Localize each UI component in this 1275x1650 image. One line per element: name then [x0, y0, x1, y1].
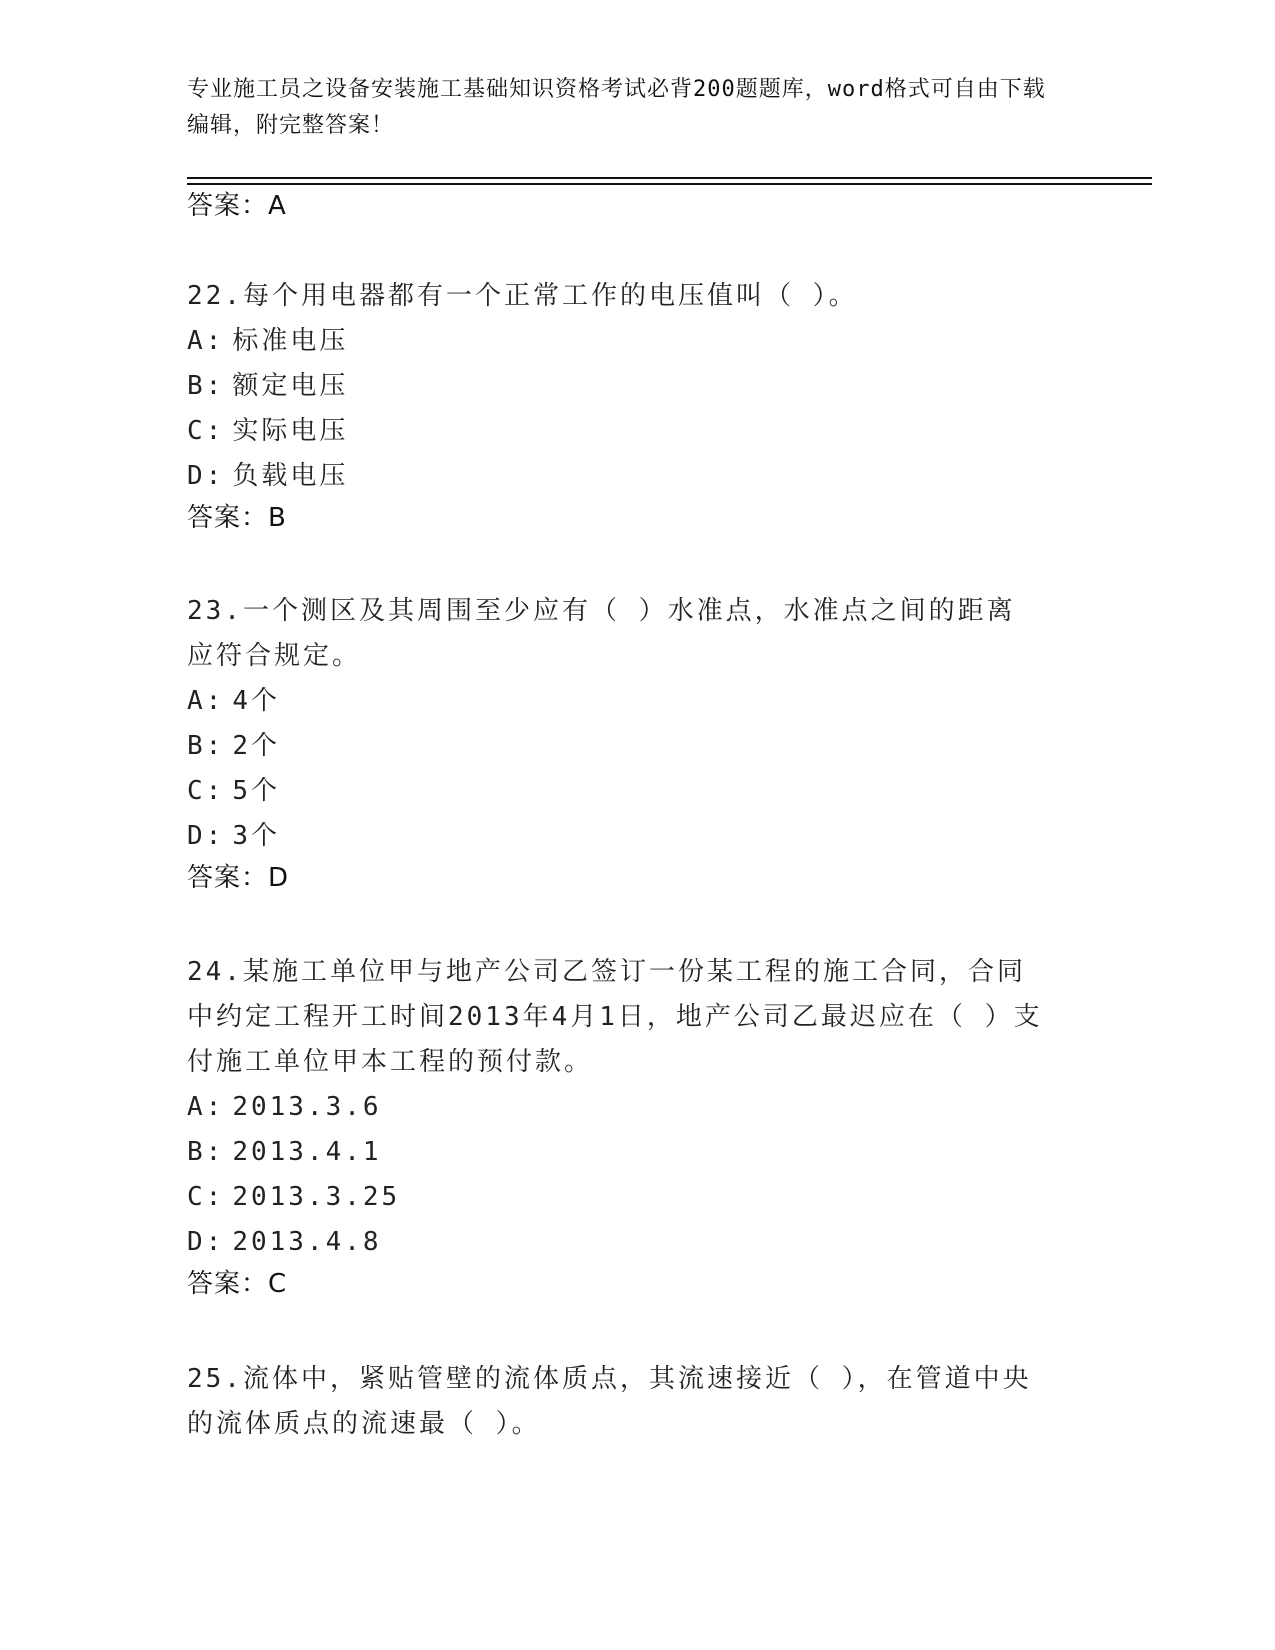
header-divider-bottom — [187, 183, 1152, 185]
option-text: 负载电压 — [232, 461, 349, 491]
question-stem: 25.流体中，紧贴管壁的流体质点，其流速接近（ ），在管道中央的流体质点的流速最（ ）。 — [187, 1364, 1032, 1439]
option-key: A: — [187, 686, 225, 716]
option-d — [187, 814, 1087, 859]
option-key: B: — [187, 371, 225, 401]
option-text: 2013.4.8 — [232, 1227, 382, 1257]
option-text: 3个 — [232, 821, 280, 851]
answer-line: 答案：D — [187, 863, 290, 893]
option-c — [187, 769, 1087, 814]
document-header: 专业施工员之设备安装施工基础知识资格考试必背200题题库，word格式可自由下载编辑，附完整答案！ — [187, 77, 1046, 138]
option-text: 额定电压 — [232, 371, 349, 401]
answer-line: 答案：B — [187, 503, 287, 533]
option-d — [187, 454, 1087, 499]
option-key: A: — [187, 1092, 225, 1122]
option-text: 实际电压 — [232, 416, 349, 446]
header-divider-top — [187, 177, 1152, 179]
option-c — [187, 409, 1087, 454]
option-a — [187, 1085, 1087, 1130]
question-stem: 23.一个测区及其周围至少应有（ ）水准点，水准点之间的距离应符合规定。 — [187, 596, 1016, 671]
option-text: 标准电压 — [232, 326, 349, 356]
question-stem: 24.某施工单位甲与地产公司乙签订一份某工程的施工合同，合同中约定工程开工时间2013年4月1日，地产公司乙最迟应在（ ）支付施工单位甲本工程的预付款。 — [187, 957, 1043, 1077]
answer-line: 答案：C — [187, 1269, 288, 1299]
option-key: D: — [187, 821, 225, 851]
option-key: C: — [187, 416, 225, 446]
option-key: A: — [187, 326, 225, 356]
option-b — [187, 1130, 1087, 1175]
question-stem: 22.每个用电器都有一个正常工作的电压值叫（ ）。 — [187, 281, 858, 311]
question-25 — [187, 1357, 1087, 1447]
option-b — [187, 364, 1087, 409]
option-text: 2013.3.6 — [232, 1092, 382, 1122]
option-c — [187, 1175, 1087, 1220]
option-key: C: — [187, 776, 225, 806]
option-key: C: — [187, 1182, 225, 1212]
question-23 — [187, 589, 1087, 895]
option-d — [187, 1220, 1087, 1265]
option-text: 5个 — [232, 776, 280, 806]
question-24 — [187, 950, 1087, 1301]
previous-answer: 答案：A — [187, 191, 287, 221]
option-b — [187, 724, 1087, 769]
option-key: D: — [187, 461, 225, 491]
option-key: B: — [187, 731, 225, 761]
option-key: D: — [187, 1227, 225, 1257]
question-22 — [187, 274, 1087, 535]
option-a — [187, 679, 1087, 724]
option-text: 2013.4.1 — [232, 1137, 382, 1167]
option-text: 4个 — [232, 686, 280, 716]
option-a — [187, 319, 1087, 364]
option-key: B: — [187, 1137, 225, 1167]
option-text: 2个 — [232, 731, 280, 761]
option-text: 2013.3.25 — [232, 1182, 401, 1212]
